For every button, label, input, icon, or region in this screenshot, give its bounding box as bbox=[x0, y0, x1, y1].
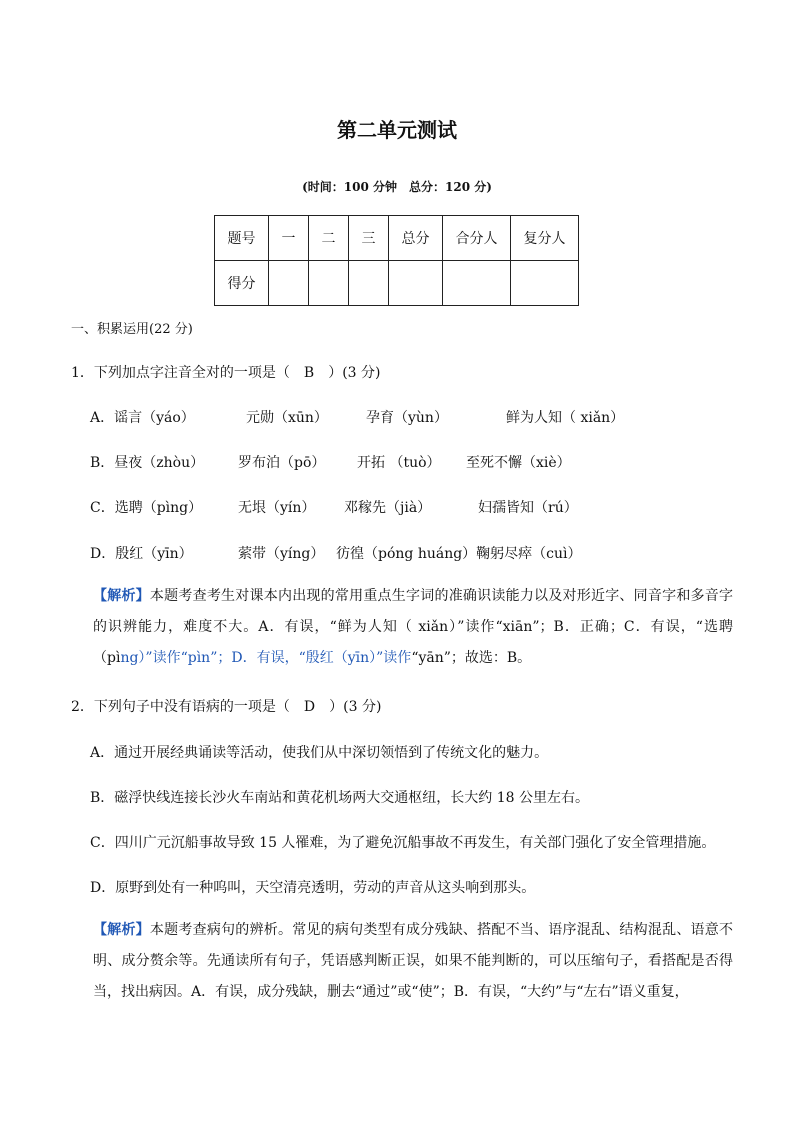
score-cell bbox=[443, 261, 511, 306]
score-row-label: 得分 bbox=[215, 261, 269, 306]
exam-info: (时间：100 分钟 总分：120 分) bbox=[302, 180, 492, 194]
analysis-label: 【解析】 bbox=[93, 588, 150, 604]
score-cell bbox=[309, 261, 349, 306]
score-cell bbox=[389, 261, 443, 306]
q1-option-d-word: 彷徨（póng huáng）鞠躬尽瘁（cuì） bbox=[336, 546, 582, 562]
analysis-text: 本题考查病句的辨析。常见的病句类型有成分残缺、搭配不当、语序混乱、结构混乱、语意不明、成分赘余等。先通读所有句子，凭语感判断正误，如果不能判断的，可以压缩句子，看搭配是否得当，找出病因。A．有误，成分残缺，删去“通过”或“使”；B．有误，“大约”与“左右”语义重复， bbox=[93, 922, 734, 1000]
analysis-text-end: “yān”；故选：B。 bbox=[411, 650, 532, 666]
score-table-header-cell: 二 bbox=[309, 216, 349, 261]
score-table-header-cell: 三 bbox=[349, 216, 389, 261]
section-heading: 一、积累运用(22 分) bbox=[71, 322, 193, 337]
q2-analysis bbox=[93, 915, 733, 1008]
q1-option-b-word: 至死不懈（xiè） bbox=[466, 455, 571, 471]
q1-option-a-word: 鲜为人知（ xiǎn） bbox=[506, 410, 625, 426]
q1-option-a: A．谣言（yáo） bbox=[90, 410, 195, 426]
q1-option-c-word: 无垠（yín） bbox=[238, 500, 316, 516]
q1-option-a-word: 元勋（xūn） bbox=[246, 410, 328, 426]
q1-option-c-word: 妇孺皆知（rú） bbox=[478, 500, 578, 516]
q1-option-a-word: 孕育（yùn） bbox=[366, 410, 448, 426]
q1-analysis bbox=[93, 581, 733, 674]
q1-option-d-word: 萦带（yíng） bbox=[238, 546, 325, 562]
q2-option-b: B．磁浮快线连接长沙火车南站和黄花机场两大交通枢纽，长大约 18 公里左右。 bbox=[90, 790, 590, 806]
score-cell bbox=[511, 261, 579, 306]
q2-option-d: D．原野到处有一种呜叫，天空清亮透明，劳动的声音从这头响到那头。 bbox=[90, 880, 536, 896]
score-cell bbox=[269, 261, 309, 306]
score-table-header-row bbox=[215, 216, 579, 261]
q2-option-a: A．通过开展经典诵读等活动，使我们从中深切领悟到了传统文化的魅力。 bbox=[90, 745, 549, 761]
q1-option-c-word: 邓稼先（jià） bbox=[344, 500, 432, 516]
q1-option-b-word: 开拓 （tuò） bbox=[357, 455, 441, 471]
q1-option-d: D．殷红（yīn） bbox=[90, 546, 193, 562]
score-table-score-row bbox=[215, 261, 579, 306]
score-cell bbox=[349, 261, 389, 306]
q1-option-c: C．选聘（pìng） bbox=[90, 500, 203, 516]
score-table-header-cell: 一 bbox=[269, 216, 309, 261]
analysis-label: 【解析】 bbox=[93, 922, 150, 938]
score-table bbox=[214, 215, 579, 306]
q1-option-b-word: 罗布泊（pō） bbox=[238, 455, 326, 471]
q1-option-b: B．昼夜（zhòu） bbox=[90, 455, 205, 471]
score-table-header-cell: 合分人 bbox=[443, 216, 511, 261]
analysis-text-highlight: ng）”读作“pìn”；D．有误，“殷红（yīn）”读作 bbox=[120, 650, 412, 666]
score-table-header-cell: 题号 bbox=[215, 216, 269, 261]
question-1-stem: 1．下列加点字注音全对的一项是（ B ）(3 分) bbox=[71, 365, 381, 381]
question-2-stem: 2．下列句子中没有语病的一项是（ D ）(3 分) bbox=[71, 699, 382, 715]
analysis-text: 本题考查考生对课本内出现的常用重点生字词的准确识读能力以及对形近字、同音字和多音字的识辨能力，难度不大。A．有误，“鲜为人知（ xiǎn）”读作“xiān”；B．正确；C．有误，“选聘（pì bbox=[93, 588, 734, 666]
q2-option-c: C．四川广元沉船事故导致 15 人罹难，为了避免沉船事故不再发生，有关部门强化了安全管理措施。 bbox=[90, 835, 716, 851]
score-table-header-cell: 复分人 bbox=[511, 216, 579, 261]
score-table-header-cell: 总分 bbox=[389, 216, 443, 261]
page-title: 第二单元测试 bbox=[337, 118, 457, 142]
